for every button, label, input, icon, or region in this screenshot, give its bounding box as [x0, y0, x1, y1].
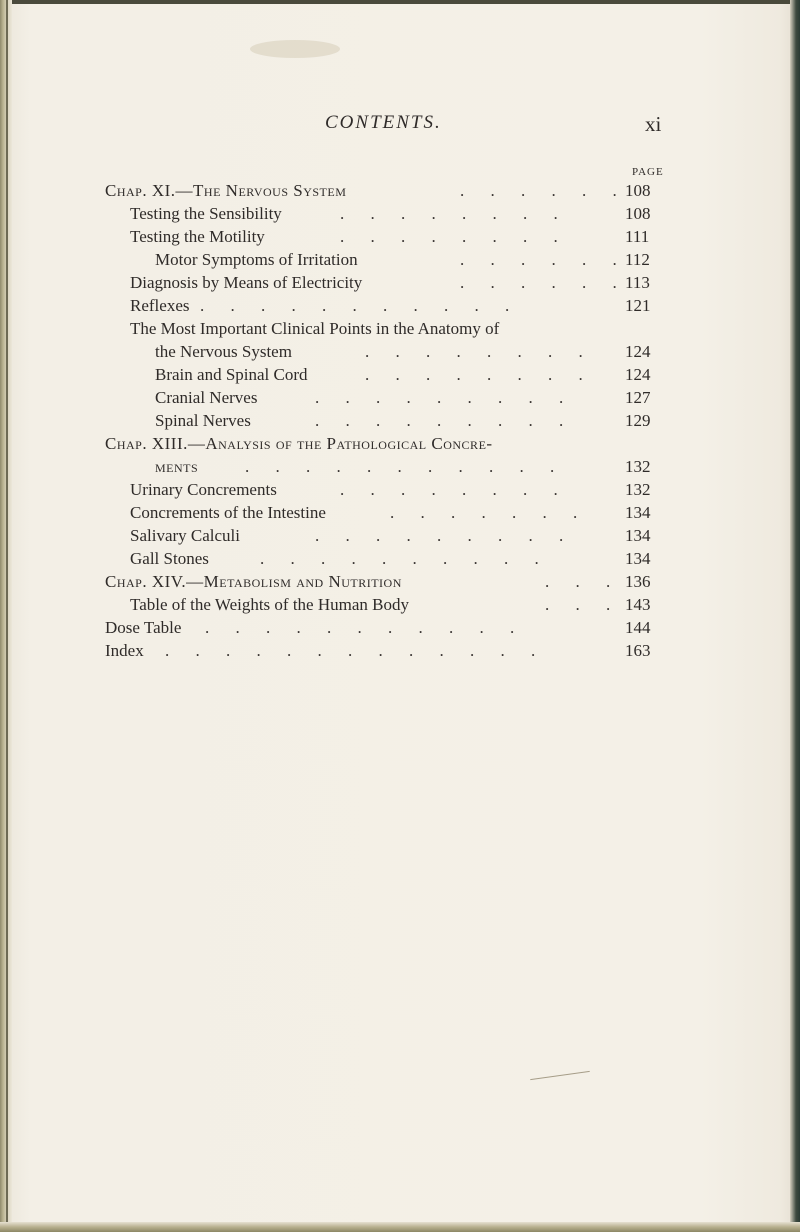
toc-page-number: 124 — [625, 365, 651, 384]
toc-entry-title: Index — [105, 641, 144, 660]
toc-leader: . . . . . . . . — [340, 227, 569, 246]
toc-page-number: 134 — [625, 549, 651, 568]
toc-leader: . . . . . . . . . . . — [245, 457, 566, 476]
running-title: CONTENTS. — [325, 112, 442, 133]
toc-page-number: 163 — [625, 641, 651, 660]
toc-entry-title: Testing the Motility — [130, 227, 265, 246]
toc-entry — [0, 617, 800, 639]
toc-entry — [0, 548, 800, 570]
page-column-label: PAGE — [632, 166, 664, 178]
toc-leader: . . . . . . . . — [365, 365, 594, 384]
toc-leader: . . . . . . . . . . . — [200, 296, 521, 315]
toc-page-number: 132 — [625, 480, 651, 499]
toc-leader: . . . — [545, 595, 622, 614]
toc-page-number: 121 — [625, 296, 651, 315]
toc-entry-chap-xiii — [0, 433, 800, 455]
toc-entry — [0, 226, 800, 248]
toc-entry — [0, 456, 800, 478]
toc-entry — [0, 249, 800, 271]
toc-leader: . . . . . . . . . . . . . — [165, 641, 547, 660]
toc-entry-title: Diagnosis by Means of Electricity — [130, 273, 363, 292]
toc-page-number: 134 — [625, 526, 651, 545]
page-top-edge — [0, 0, 800, 4]
toc-page-number: 127 — [625, 388, 651, 407]
toc-entry — [0, 525, 800, 547]
toc-entry — [0, 341, 800, 363]
toc-entry-title: Salivary Calculi — [130, 526, 241, 545]
running-head — [300, 112, 700, 142]
toc-leader: . . . . . . . . . — [315, 526, 575, 545]
toc-page-number: 112 — [625, 250, 650, 269]
toc-page-number: 129 — [625, 411, 651, 430]
toc-entry-title: Urinary Concrements — [130, 480, 277, 499]
toc-leader: . . . . . . — [460, 181, 628, 200]
pencil-mark — [530, 1071, 590, 1080]
page-bottom-edge — [0, 1222, 800, 1232]
toc-entry — [0, 364, 800, 386]
toc-leader: . . . . . . . — [390, 503, 589, 522]
toc-entry-title: Testing the Sensibility — [130, 204, 282, 223]
toc-leader: . . . . . . . . — [365, 342, 594, 361]
toc-entry — [0, 640, 800, 662]
toc-page-number: 134 — [625, 503, 651, 522]
toc-leader: . . . . . . — [460, 273, 628, 292]
toc-entry-title: Metabolism and Nutrition — [203, 572, 402, 591]
toc-page-number: 108 — [625, 204, 651, 223]
toc-entry — [0, 502, 800, 524]
toc-entry — [0, 272, 800, 294]
toc-entry — [0, 410, 800, 432]
toc-leader: . . . — [545, 572, 622, 591]
toc-page-number: 144 — [625, 618, 651, 637]
toc-page-number: 136 — [625, 572, 651, 591]
toc-entry-prefix: Chap. XI.— — [105, 181, 194, 200]
toc-entry-prefix: Chap. XIII.— — [105, 434, 206, 453]
toc-entry-title: Motor Symptoms of Irritation — [155, 250, 358, 269]
toc-entry-title: ments — [155, 457, 199, 476]
toc-entry-title: The Nervous System — [193, 181, 347, 200]
toc-entry-prefix: Chap. XIV.— — [105, 572, 204, 591]
toc-entry-title: Table of the Weights of the Human Body — [130, 595, 409, 614]
toc-entry-title: Dose Table — [105, 618, 182, 637]
toc-leader: . . . . . . . . . — [315, 411, 575, 430]
toc-leader: . . . . . . . . . . . — [205, 618, 526, 637]
toc-leader: . . . . . . . . — [340, 204, 569, 223]
toc-page-number: 132 — [625, 457, 651, 476]
toc-entry — [0, 203, 800, 225]
toc-entry — [0, 295, 800, 317]
toc-entry — [0, 387, 800, 409]
toc-entry-title: the Nervous System — [155, 342, 292, 361]
toc-entry — [0, 479, 800, 501]
toc-page-number: 111 — [625, 227, 650, 246]
toc-leader: . . . . . . — [460, 250, 628, 269]
toc-leader: . . . . . . . . — [340, 480, 569, 499]
toc-page-number: 108 — [625, 181, 651, 200]
toc-entry-title: Concrements of the Intestine — [130, 503, 326, 522]
toc-entry-title: The Most Important Clinical Points in the Anatomy of — [130, 319, 500, 338]
toc-entry-title: Cranial Nerves — [155, 388, 258, 407]
toc-entry-chap-xi — [0, 180, 800, 202]
toc-leader: . . . . . . . . . — [315, 388, 575, 407]
toc-entry — [0, 318, 800, 340]
paper-smudge — [250, 40, 340, 58]
toc-entry — [0, 594, 800, 616]
toc-page-number: 143 — [625, 595, 651, 614]
toc-entry-title: Reflexes — [130, 296, 190, 315]
toc-entry-title: Analysis of the Pathological Concre- — [205, 434, 493, 453]
toc-entry-title: Brain and Spinal Cord — [155, 365, 308, 384]
page-folio: xi — [645, 112, 662, 136]
toc-entry-title: Spinal Nerves — [155, 411, 251, 430]
toc-entry-title: Gall Stones — [130, 549, 209, 568]
toc-leader: . . . . . . . . . . — [260, 549, 550, 568]
toc-page-number: 124 — [625, 342, 651, 361]
toc-entry-chap-xiv — [0, 571, 800, 593]
toc-page-number: 113 — [625, 273, 650, 292]
